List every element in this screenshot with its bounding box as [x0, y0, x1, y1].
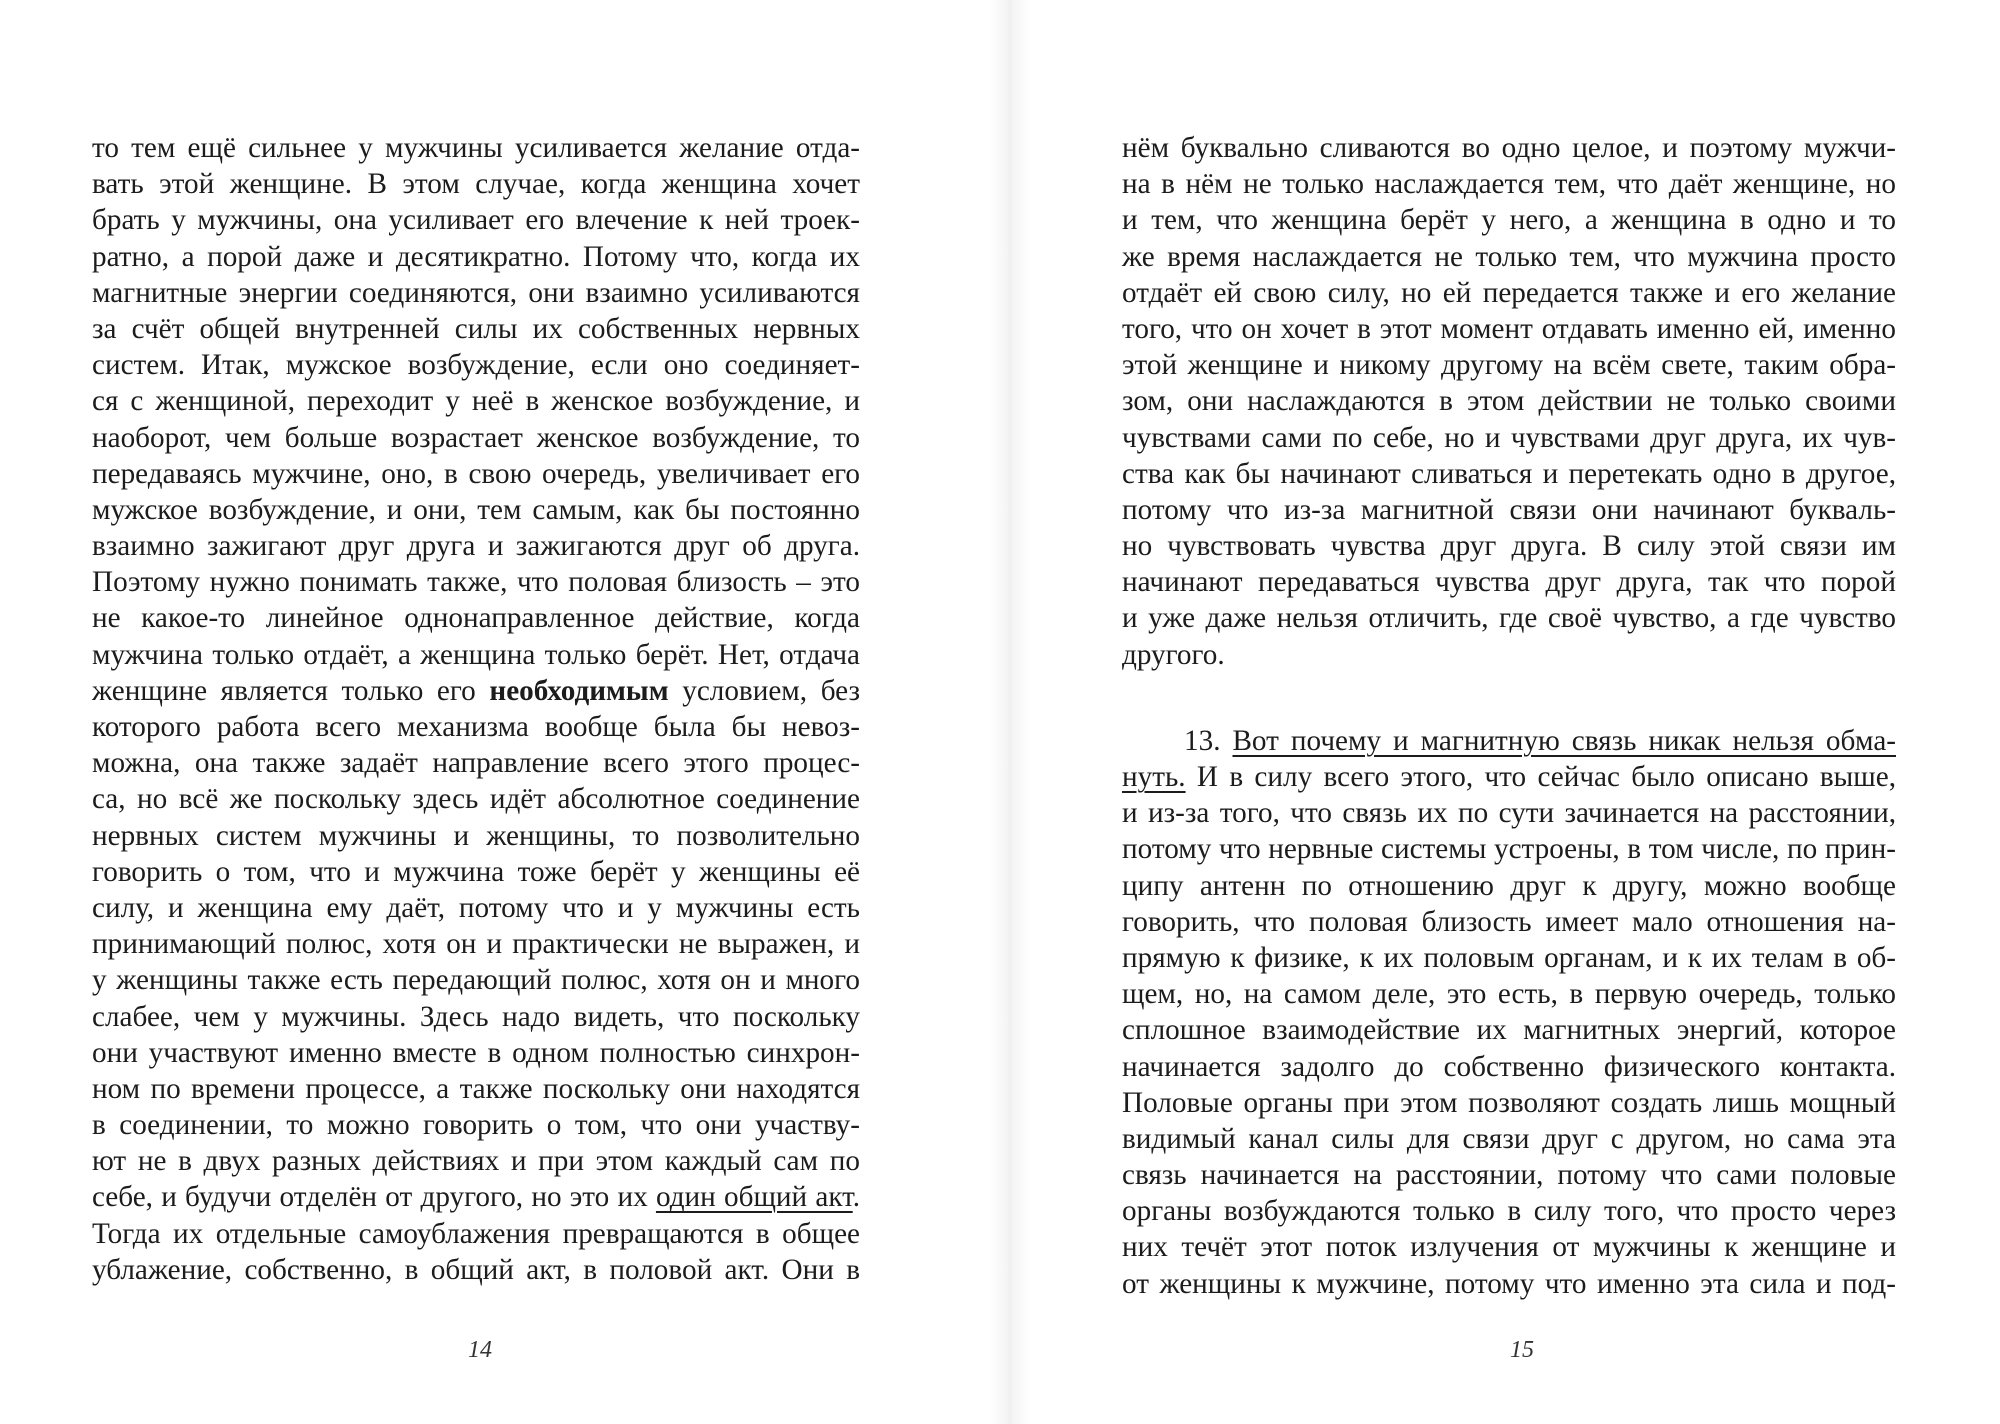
text-line: но чувствовать чувства друг друга. В силу этой связи им [1122, 530, 1896, 563]
text-line: ства как бы начинают сливаться и перетекать одно в другое, [1122, 457, 1896, 490]
text-line [1122, 759, 1896, 795]
text-line: начинают передаваться чувства друг друга, так что порой [1122, 566, 1896, 599]
text-line: того, что он хочет в этот момент отдавать именно ей, именно [1122, 312, 1896, 345]
text-line: и уже даже нельзя отличить, где своё чувство, а где чувство [1122, 602, 1896, 635]
text-line: принимающий полюс, хотя он и практически не выражен, и [92, 928, 860, 961]
paragraph-number: 13. [1184, 724, 1233, 757]
underlined-phrase: один общий акт [655, 1181, 853, 1214]
text-line: Поэтому нужно понимать также, что половая близость – это [92, 566, 860, 599]
text-line: ся с женщиной, переходит у неё в женское возбуждение, и [92, 385, 860, 418]
text-line: другого. [1122, 638, 1225, 671]
text-line [1122, 723, 1896, 759]
text-line: говорить о том, что и мужчина тоже берёт у женщины её [92, 855, 860, 888]
text-line: потому что из-за магнитной связи они начинают букваль- [1122, 493, 1896, 526]
text-segment: И в силу всего этого, что сейчас было описано выше, [1185, 761, 1896, 793]
text-line: ципу антенн по отношению друг к другу, можно вообще [1122, 869, 1896, 902]
text-line: видимый канал силы для связи друг с другом, но сама эта [1122, 1122, 1896, 1155]
page-number-right: 15 [1510, 1337, 1534, 1363]
text-line: органы возбуждаются только в силу того, что просто через [1122, 1195, 1896, 1228]
text-line: же время наслаждается не только тем, что мужчина просто [1122, 240, 1896, 273]
bold-emphasis: необходимым [489, 674, 669, 707]
text-line: они участвуют именно вместе в одном полностью синхрон- [92, 1036, 860, 1069]
text-line: са, но всё же поскольку здесь идёт абсолютное соединение [92, 783, 860, 816]
text-line: не какое-то линейное однонаправленное действие, когда [92, 602, 860, 635]
text-line: взаимно зажигают друг друга и зажигаются друг об друга. [92, 530, 860, 563]
text-line: которого работа всего механизма вообще была бы невоз- [92, 711, 860, 743]
text-line: и из-за того, что связь их по сути зачинается на расстоянии, [1122, 797, 1896, 830]
text-line: щем, но, на самом деле, это есть, в первую очередь, только [1122, 978, 1896, 1011]
paragraph-gap [1122, 673, 1896, 723]
text-line: магнитные энергии соединяются, они взаимно усиливаются [92, 276, 860, 309]
text-line: на в нём не только наслаждается тем, что даёт женщине, но [1122, 168, 1896, 201]
text-line: сплошное взаимодействие их магнитных энергий, которое [1122, 1014, 1896, 1047]
text-line [92, 673, 860, 709]
text-line: ют не в двух разных действиях и при этом каждый сам по [92, 1145, 860, 1178]
text-line: и тем, что женщина берёт у него, а женщина в одно и то [1122, 204, 1896, 237]
left-page-text [92, 130, 860, 1288]
text-line: чувствами сами по себе, но и чувствами друг друга, их чув- [1122, 421, 1896, 454]
text-line: Тогда их отдельные самоублажения превращаются в общее [92, 1217, 860, 1250]
text-line [92, 1179, 860, 1215]
text-segment: себе, и будучи отделён от другого, но это их [92, 1181, 656, 1214]
text-line: слабее, чем у мужчины. Здесь надо видеть, что поскольку [92, 1000, 860, 1033]
text-segment: условием, без [668, 674, 861, 707]
text-line: вать этой женщине. В этом случае, когда женщина хочет [92, 168, 860, 201]
text-line: нервных систем мужчины и женщины, то позволительно [92, 819, 860, 852]
text-line: этой женщине и никому другому на всём свете, таким обра- [1122, 349, 1896, 382]
text-line: в соединении, то можно говорить о том, что они участву- [92, 1109, 860, 1142]
text-line: них течёт этот поток излучения от мужчины к женщине и [1122, 1231, 1896, 1264]
text-line: у женщины также есть передающий полюс, хотя он и много [92, 964, 860, 997]
text-line: силу, и женщина ему даёт, потому что и у мужчины есть [92, 891, 860, 924]
underlined-phrase: Вот почему и магнитную связь никак нельзя обма- [1232, 724, 1896, 757]
underlined-phrase: нуть. [1122, 761, 1186, 793]
text-line: зом, они наслаждаются в этом действии не только своими [1122, 385, 1896, 418]
right-page-text [1122, 130, 1896, 1302]
text-line: от женщины к мужчине, потому что именно эта сила и под- [1122, 1267, 1896, 1300]
text-line: говорить, что половая близость имеет мало отношения на- [1122, 905, 1896, 938]
text-line: мужское возбуждение, и они, тем самым, как бы постоянно [92, 493, 860, 526]
text-line: прямую к физике, к их половым органам, и к их телам в об- [1122, 941, 1896, 974]
text-line: отдаёт ей свою силу, но ей передается также и его желание [1122, 276, 1896, 309]
text-line: Половые органы при этом позволяют создать лишь мощный [1122, 1086, 1896, 1119]
text-line: можна, она также задаёт направление всего этого процес- [92, 747, 860, 780]
text-line: нём буквально сливаются во одно целое, и поэтому мужчи- [1122, 132, 1896, 164]
text-segment: женщине является только его [92, 674, 490, 707]
text-line: передаваясь мужчине, оно, в свою очередь, увеличивает его [92, 457, 860, 490]
text-line: ратно, а порой даже и десятикратно. Потому что, когда их [92, 240, 860, 273]
text-line: наоборот, чем больше возрастает женское возбуждение, то [92, 421, 860, 454]
text-line: связь начинается на расстоянии, потому что сами половые [1122, 1159, 1896, 1192]
text-line: потому что нервные системы устроены, в том числе, по прин- [1122, 833, 1896, 866]
text-line: начинается задолго до собственно физического контакта. [1122, 1050, 1896, 1083]
text-line: за счёт общей внутренней силы их собственных нервных [92, 312, 860, 345]
text-line: то тем ещё сильнее у мужчины усиливается желание отда- [92, 132, 860, 164]
text-line: ублажение, собственно, в общий акт, в половой акт. Они в [92, 1253, 860, 1286]
text-line: ном по времени процессе, а также поскольку они находятся [92, 1072, 860, 1105]
text-line: брать у мужчины, она усиливает его влечение к ней троек- [92, 204, 860, 237]
text-line: систем. Итак, мужское возбуждение, если оно соединяет- [92, 349, 860, 382]
book-gutter [990, 0, 1030, 1424]
text-line: мужчина только отдаёт, а женщина только берёт. Нет, отдача [92, 638, 860, 671]
text-segment: . [852, 1181, 861, 1214]
page-number-left: 14 [468, 1337, 492, 1363]
